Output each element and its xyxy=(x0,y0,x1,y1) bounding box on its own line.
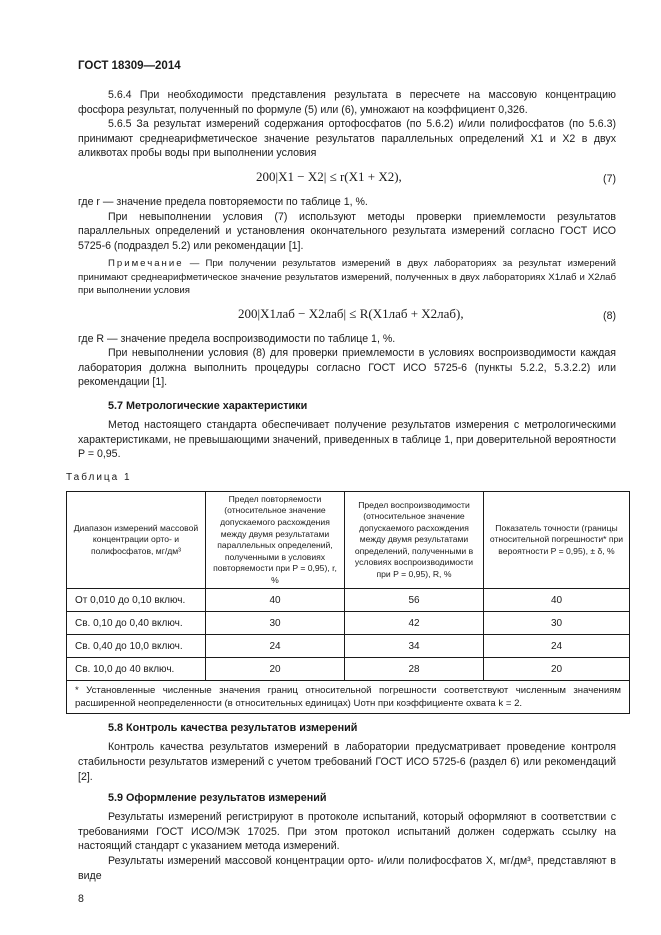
paragraph-condition-8: При невыполнении условия (8) для проверки приемлемости в условиях воспроизводимости каждая лаборатория должна выполнить процедуры согласно ГОСТ ИСО 5725-6 (пункты 5.2.2, 5.3.2.2) или рекомендации [1]. xyxy=(78,347,616,389)
table-cell: Св. 0,40 до 10,0 включ. xyxy=(67,635,206,658)
section-5-7-heading: 5.7 Метрологические характеристики xyxy=(108,399,308,412)
table-row xyxy=(67,612,630,635)
table-row xyxy=(67,635,630,658)
table-cell: 28 xyxy=(345,658,484,681)
table-cell: От 0,010 до 0,10 включ. xyxy=(67,589,206,612)
table-footnote: * Установленные численные значения границ относительной погрешности соответствуют численным значениям расширенной неопределенности (в относительных единицах) Uотн при коэффициенте охвата k = 2. xyxy=(67,681,630,714)
table-caption: Таблица 1 xyxy=(66,471,132,483)
formula-8-number: (8) xyxy=(603,309,616,322)
table-footnote-row xyxy=(67,681,630,714)
paragraph-5-6-5: 5.6.5 За результат измерений содержания ортофосфатов (по 5.6.2) и/или полифосфатов (по 5.6.3) принимают среднеарифметическое значение результатов параллельных определений X1 и X2 в двух аликвотах пробы воды при выполнении условия xyxy=(78,118,616,160)
formula-8-expression: 200|X1лаб − X2лаб| ≤ R(X1лаб + X2лаб), xyxy=(238,305,464,321)
formula-8 xyxy=(78,298,616,332)
table-header-row xyxy=(67,491,630,589)
table-cell: 40 xyxy=(206,589,345,612)
formula-7-expression: 200|X1 − X2| ≤ r(X1 + X2), xyxy=(256,168,402,184)
section-5-8-text: Контроль качества результатов измерений в лаборатории предусматривает проведение контроля стабильности результатов измерений с учетом требований ГОСТ ИСО 5725-6 (раздел 6) или рекомендаций [2]. xyxy=(78,741,616,783)
table-cell: Св. 0,10 до 0,40 включ. xyxy=(67,612,206,635)
table-header-accuracy: Показатель точности (границы относительной погрешности* при вероятности P = 0,95), ± δ, % xyxy=(484,491,630,589)
table-header-range: Диапазон измерений массовой концентрации орто- и полифосфатов, мг/дм³ xyxy=(67,491,206,589)
table-header-reproducibility: Предел воспроизводимости (относительное значение допускаемого расхождения между двумя результатами определений, полученными в условиях воспроизводимости при P = 0,95), R, % xyxy=(345,491,484,589)
table-cell: 20 xyxy=(206,658,345,681)
note-block xyxy=(78,257,616,297)
page-number: 8 xyxy=(78,893,84,905)
table-cell: 56 xyxy=(345,589,484,612)
table-cell: Св. 10,0 до 40 включ. xyxy=(67,658,206,681)
note-text: — При получении результатов измерений в двух лабораториях за результат измерений принимают среднеарифметическое значение результатов измерений, полученных в двух лабораториях X1лаб и X2лаб при выполнении условия xyxy=(78,258,616,297)
table-cell: 24 xyxy=(206,635,345,658)
note-label: Примечание xyxy=(108,258,184,270)
paragraph-condition-7: При невыполнении условия (7) используют методы проверки приемлемости результатов параллельных определений и установления окончательного результата измерений согласно ГОСТ ИСО 5725-6 (подраздел 5.2) или рекомендации [1]. xyxy=(78,210,616,252)
table-cell: 20 xyxy=(484,658,630,681)
standard-header: ГОСТ 18309—2014 xyxy=(78,60,181,72)
paragraph-5-6-4: 5.6.4 При необходимости представления результата в пересчете на массовую концентрацию фосфора результат, полученный по формуле (5) или (6), умножают на коэффициент 0,326. xyxy=(78,89,616,116)
table-header-repeatability: Предел повторяемости (относительное значение допускаемого расхождения между двумя результатами параллельных определений, полученными в условиях повторяемости при P = 0,95), r, % xyxy=(206,491,345,589)
table-1 xyxy=(66,491,630,715)
section-5-9-heading: 5.9 Оформление результатов измерений xyxy=(108,792,327,805)
table-row xyxy=(67,658,630,681)
section-5-7-text: Метод настоящего стандарта обеспечивает получение результатов измерения с метрологическими характеристиками, не превышающими значений, приведенных в таблице 1, при доверительной вероятности P = 0,95. xyxy=(78,418,616,461)
page-content xyxy=(66,88,624,883)
table-cell: 30 xyxy=(484,612,630,635)
table-cell: 34 xyxy=(345,635,484,658)
table-cell: 30 xyxy=(206,612,345,635)
table-cell: 40 xyxy=(484,589,630,612)
paragraph-R-definition: где R — значение предела воспроизводимости по таблице 1, %. xyxy=(78,332,396,345)
section-5-8-heading: 5.8 Контроль качества результатов измерений xyxy=(108,722,358,735)
table-cell: 24 xyxy=(484,635,630,658)
section-5-9-text-1: Результаты измерений регистрируют в протоколе испытаний, который оформляют в соответствии с требованиями ГОСТ ИСО/МЭК 17025. При этом протокол испытаний должен содержать ссылку на настоящий стандарт с указанием метода измерений. xyxy=(78,811,616,853)
formula-7-number: (7) xyxy=(603,172,616,185)
table-row xyxy=(67,589,630,612)
section-5-9-text-2: Результаты измерений массовой концентрации орто- и/или полифосфатов X, мг/дм³, представляют в виде xyxy=(78,855,616,882)
paragraph-r-definition: где r — значение предела повторяемости по таблице 1, %. xyxy=(78,195,368,208)
formula-7 xyxy=(78,161,616,195)
table-cell: 42 xyxy=(345,612,484,635)
